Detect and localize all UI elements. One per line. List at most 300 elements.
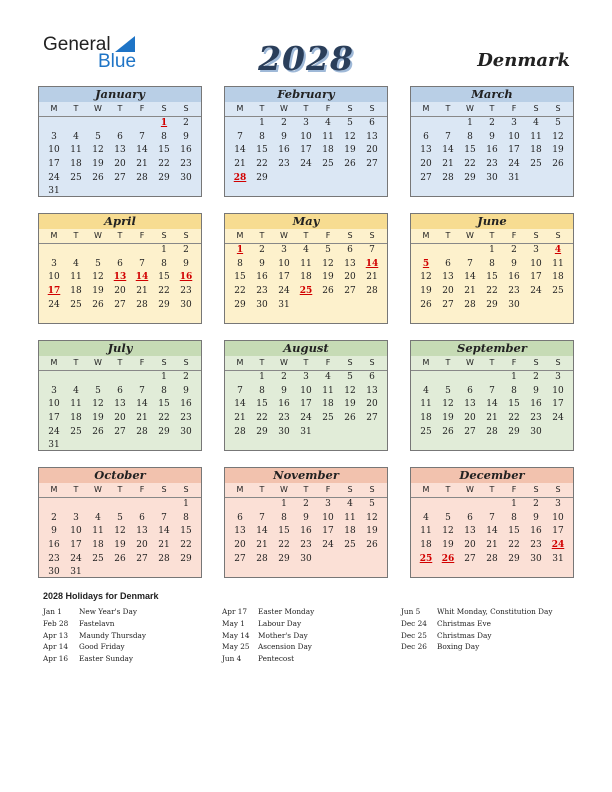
day-cell: 7 <box>445 131 451 142</box>
weekday-label: T <box>117 358 123 367</box>
weekday-label: W <box>280 485 288 494</box>
day-cell: 14 <box>486 399 498 410</box>
day-cell: 14 <box>234 145 246 156</box>
month-may <box>224 213 388 324</box>
weekday-header <box>225 229 387 244</box>
weekday-header <box>225 102 387 117</box>
holiday-date: Dec 26 <box>401 642 427 652</box>
logo-text-general: General <box>43 34 111 55</box>
empty-cell <box>459 371 481 385</box>
empty-cell <box>459 498 481 512</box>
day-cell: 11 <box>420 526 432 537</box>
month-title: May <box>225 214 387 229</box>
day-cell: 13 <box>234 526 246 537</box>
holiday-item <box>222 630 314 642</box>
day-cell: 21 <box>136 413 148 424</box>
day-cell: 10 <box>530 258 542 269</box>
day-cell: 24 <box>48 299 60 310</box>
day-cell: 17 <box>300 145 312 156</box>
holiday-name: Maundy Thursday <box>79 630 146 640</box>
day-cell: 6 <box>237 512 243 523</box>
weekday-label: F <box>325 485 331 494</box>
day-cell: 25 <box>70 299 82 310</box>
day-cell: 20 <box>366 145 378 156</box>
weekday-label: S <box>347 485 353 494</box>
day-cell: 13 <box>344 258 356 269</box>
month-october <box>38 467 202 578</box>
day-grid <box>43 117 197 199</box>
day-cell: 5 <box>95 258 101 269</box>
empty-cell <box>65 117 87 131</box>
day-cell: 30 <box>530 553 542 564</box>
weekday-header <box>225 356 387 371</box>
weekday-header <box>411 102 573 117</box>
empty-cell <box>131 371 153 385</box>
day-cell: 4 <box>325 372 331 382</box>
holiday-name: Easter Sunday <box>79 654 134 664</box>
month-december <box>410 467 574 578</box>
day-cell: 2 <box>489 118 495 128</box>
weekday-header <box>411 229 573 244</box>
day-cell: 6 <box>117 131 123 142</box>
holiday-name: Pentecost <box>258 654 295 664</box>
empty-cell <box>65 371 87 385</box>
day-cell: 8 <box>489 258 495 269</box>
day-cell: 27 <box>442 299 454 310</box>
weekday-label: M <box>236 231 244 240</box>
weekday-label: F <box>139 231 145 240</box>
day-cell: 27 <box>344 286 356 297</box>
empty-cell <box>109 498 131 512</box>
day-cell: 9 <box>51 526 57 537</box>
day-cell: 26 <box>92 426 104 437</box>
month-title: October <box>39 468 201 483</box>
day-cell: 21 <box>486 413 498 424</box>
day-cell: 9 <box>533 512 539 523</box>
day-cell: 8 <box>281 512 287 523</box>
weekday-label: W <box>94 104 102 113</box>
day-cell: 8 <box>511 385 517 396</box>
holiday-date: Apr 13 <box>43 630 69 640</box>
logo-text-blue: Blue <box>98 51 137 72</box>
day-cell: 25 <box>70 172 82 183</box>
weekday-label: F <box>511 358 517 367</box>
day-cell: 12 <box>92 145 104 156</box>
day-cell: 27 <box>234 553 246 564</box>
day-cell: 1 <box>489 245 495 255</box>
day-cell: 14 <box>234 399 246 410</box>
weekday-label: M <box>236 358 244 367</box>
holiday-name: Labour Day <box>258 618 302 628</box>
day-cell: 11 <box>530 131 542 142</box>
holiday-column <box>43 606 146 665</box>
day-cell: 16 <box>180 145 192 156</box>
weekday-label: W <box>466 485 474 494</box>
holiday-day-cell: 28 <box>233 172 247 183</box>
day-cell: 3 <box>555 499 561 509</box>
empty-cell <box>437 498 459 512</box>
day-cell: 25 <box>420 426 432 437</box>
holiday-item <box>222 653 314 665</box>
day-grid <box>415 117 569 185</box>
country-title: Denmark <box>477 50 570 71</box>
day-cell: 26 <box>114 553 126 564</box>
day-cell: 19 <box>92 286 104 297</box>
day-cell: 5 <box>445 385 451 396</box>
empty-cell <box>131 498 153 512</box>
weekday-label: S <box>183 485 189 494</box>
day-cell: 24 <box>48 426 60 437</box>
empty-cell <box>437 244 459 258</box>
weekday-label: M <box>50 104 58 113</box>
day-cell: 23 <box>278 159 290 170</box>
day-cell: 12 <box>366 512 378 523</box>
month-title: April <box>39 214 201 229</box>
day-cell: 24 <box>552 413 564 424</box>
day-cell: 30 <box>530 426 542 437</box>
holiday-name: Mother's Day <box>258 630 308 640</box>
holidays-title: 2028 Holidays for Denmark <box>43 591 159 601</box>
day-cell: 8 <box>467 131 473 142</box>
day-cell: 19 <box>344 145 356 156</box>
month-august <box>224 340 388 451</box>
day-cell: 11 <box>92 526 104 537</box>
empty-cell <box>65 244 87 258</box>
day-grid <box>229 371 383 439</box>
day-cell: 30 <box>180 299 192 310</box>
day-cell: 2 <box>303 499 309 509</box>
day-cell: 11 <box>300 258 312 269</box>
month-title: August <box>225 341 387 356</box>
weekday-label: S <box>533 358 539 367</box>
day-cell: 9 <box>489 131 495 142</box>
day-cell: 12 <box>442 399 454 410</box>
day-cell: 22 <box>486 286 498 297</box>
day-cell: 14 <box>442 145 454 156</box>
weekday-label: T <box>303 485 309 494</box>
day-cell: 20 <box>114 159 126 170</box>
day-cell: 4 <box>325 118 331 128</box>
day-cell: 13 <box>464 399 476 410</box>
holiday-day-cell: 17 <box>47 286 61 297</box>
day-cell: 9 <box>183 258 189 269</box>
day-cell: 30 <box>180 426 192 437</box>
day-cell: 14 <box>136 145 148 156</box>
day-cell: 15 <box>158 399 170 410</box>
weekday-label: W <box>280 231 288 240</box>
weekday-label: T <box>303 104 309 113</box>
day-cell: 11 <box>420 399 432 410</box>
weekday-label: F <box>325 231 331 240</box>
month-september <box>410 340 574 451</box>
month-title: December <box>411 468 573 483</box>
holiday-day-cell: 24 <box>551 540 565 551</box>
day-cell: 13 <box>366 131 378 142</box>
holiday-name: Good Friday <box>79 642 125 652</box>
day-cell: 18 <box>300 272 312 283</box>
day-cell: 20 <box>136 540 148 551</box>
day-cell: 9 <box>183 131 189 142</box>
day-cell: 31 <box>70 567 82 578</box>
day-cell: 15 <box>278 526 290 537</box>
weekday-label: F <box>325 104 331 113</box>
day-cell: 1 <box>183 499 189 509</box>
day-cell: 19 <box>114 540 126 551</box>
day-cell: 24 <box>508 159 520 170</box>
day-cell: 20 <box>344 272 356 283</box>
day-cell: 17 <box>70 540 82 551</box>
holiday-day-cell: 13 <box>113 272 127 283</box>
day-cell: 10 <box>552 385 564 396</box>
day-cell: 26 <box>344 159 356 170</box>
day-cell: 23 <box>180 286 192 297</box>
day-cell: 3 <box>73 512 79 523</box>
weekday-label: W <box>94 485 102 494</box>
day-cell: 3 <box>303 372 309 382</box>
day-cell: 29 <box>158 426 170 437</box>
day-cell: 25 <box>552 286 564 297</box>
weekday-label: S <box>369 485 375 494</box>
weekday-label: T <box>73 485 79 494</box>
day-cell: 15 <box>256 145 268 156</box>
day-cell: 11 <box>70 272 82 283</box>
weekday-label: T <box>259 231 265 240</box>
day-cell: 20 <box>464 413 476 424</box>
month-title: February <box>225 87 387 102</box>
weekday-label: M <box>50 485 58 494</box>
month-november <box>224 467 388 578</box>
weekday-label: T <box>117 104 123 113</box>
empty-cell <box>87 371 109 385</box>
weekday-label: F <box>139 358 145 367</box>
day-cell: 30 <box>48 567 60 578</box>
day-cell: 22 <box>158 159 170 170</box>
month-title: July <box>39 341 201 356</box>
day-cell: 16 <box>486 145 498 156</box>
day-cell: 17 <box>552 399 564 410</box>
weekday-label: S <box>555 231 561 240</box>
day-cell: 29 <box>234 299 246 310</box>
day-cell: 12 <box>344 385 356 396</box>
day-cell: 2 <box>183 372 189 382</box>
day-cell: 18 <box>420 540 432 551</box>
day-cell: 23 <box>486 159 498 170</box>
weekday-label: T <box>445 358 451 367</box>
day-cell: 23 <box>278 413 290 424</box>
day-cell: 20 <box>114 413 126 424</box>
holiday-day-cell: 14 <box>135 272 149 283</box>
day-cell: 2 <box>51 512 57 523</box>
empty-cell <box>437 117 459 131</box>
day-cell: 18 <box>70 286 82 297</box>
day-cell: 9 <box>183 385 189 396</box>
weekday-label: M <box>422 231 430 240</box>
empty-cell <box>415 371 437 385</box>
day-cell: 29 <box>158 299 170 310</box>
day-cell: 19 <box>92 159 104 170</box>
day-cell: 28 <box>366 286 378 297</box>
empty-cell <box>415 244 437 258</box>
weekday-label: S <box>533 485 539 494</box>
day-cell: 14 <box>256 526 268 537</box>
day-cell: 27 <box>366 159 378 170</box>
empty-cell <box>229 498 251 512</box>
day-cell: 29 <box>464 172 476 183</box>
day-cell: 10 <box>278 258 290 269</box>
day-cell: 27 <box>114 172 126 183</box>
day-cell: 6 <box>423 131 429 142</box>
weekday-label: M <box>422 485 430 494</box>
day-cell: 5 <box>555 118 561 128</box>
holiday-date: Dec 25 <box>401 630 427 640</box>
day-cell: 1 <box>511 499 517 509</box>
day-cell: 14 <box>486 526 498 537</box>
empty-cell <box>109 244 131 258</box>
day-cell: 17 <box>48 413 60 424</box>
day-cell: 4 <box>73 258 79 269</box>
day-cell: 1 <box>161 245 167 255</box>
holiday-item <box>401 630 552 642</box>
holiday-date: Jun 5 <box>401 607 421 616</box>
month-march <box>410 86 574 197</box>
day-cell: 28 <box>136 299 148 310</box>
holiday-item <box>43 618 146 630</box>
day-cell: 31 <box>300 426 312 437</box>
holiday-date: Feb 28 <box>43 618 69 628</box>
day-cell: 1 <box>259 118 265 128</box>
day-cell: 11 <box>70 145 82 156</box>
holiday-name: Christmas Day <box>437 630 492 640</box>
day-cell: 27 <box>114 426 126 437</box>
day-cell: 9 <box>511 258 517 269</box>
day-cell: 8 <box>161 385 167 396</box>
holiday-day-cell: 25 <box>299 286 313 297</box>
day-cell: 12 <box>420 272 432 283</box>
day-cell: 2 <box>183 118 189 128</box>
day-cell: 8 <box>259 385 265 396</box>
day-cell: 13 <box>366 385 378 396</box>
weekday-label: T <box>303 231 309 240</box>
day-cell: 22 <box>256 159 268 170</box>
day-cell: 25 <box>92 553 104 564</box>
day-cell: 9 <box>533 385 539 396</box>
empty-cell <box>65 498 87 512</box>
day-cell: 5 <box>95 131 101 142</box>
weekday-label: S <box>555 485 561 494</box>
holiday-date: May 25 <box>222 642 250 652</box>
day-cell: 20 <box>442 286 454 297</box>
holiday-item <box>43 630 146 642</box>
day-cell: 16 <box>508 272 520 283</box>
empty-cell <box>481 371 503 385</box>
weekday-label: S <box>183 358 189 367</box>
empty-cell <box>481 498 503 512</box>
day-cell: 29 <box>180 553 192 564</box>
day-cell: 13 <box>442 272 454 283</box>
holiday-name: Ascension Day <box>258 642 312 652</box>
weekday-header <box>39 356 201 371</box>
day-cell: 6 <box>117 258 123 269</box>
day-cell: 2 <box>259 245 265 255</box>
day-cell: 18 <box>322 145 334 156</box>
day-cell: 7 <box>467 258 473 269</box>
weekday-label: W <box>94 358 102 367</box>
month-january <box>38 86 202 197</box>
empty-cell <box>43 371 65 385</box>
day-cell: 12 <box>344 131 356 142</box>
empty-cell <box>43 244 65 258</box>
day-cell: 8 <box>183 512 189 523</box>
weekday-label: M <box>236 485 244 494</box>
day-cell: 22 <box>256 413 268 424</box>
weekday-header <box>411 483 573 498</box>
day-grid <box>415 498 569 566</box>
holiday-name: New Year's Day <box>79 607 138 616</box>
day-cell: 18 <box>322 399 334 410</box>
day-cell: 10 <box>300 131 312 142</box>
day-cell: 23 <box>180 159 192 170</box>
day-cell: 30 <box>486 172 498 183</box>
weekday-label: W <box>466 358 474 367</box>
day-cell: 23 <box>300 540 312 551</box>
day-cell: 7 <box>139 131 145 142</box>
holiday-name: Boxing Day <box>437 642 480 652</box>
day-cell: 7 <box>369 245 375 255</box>
weekday-label: T <box>73 358 79 367</box>
day-cell: 3 <box>51 131 57 142</box>
day-cell: 26 <box>344 413 356 424</box>
day-cell: 6 <box>117 385 123 396</box>
weekday-label: S <box>347 358 353 367</box>
day-cell: 28 <box>158 553 170 564</box>
day-grid <box>229 244 383 312</box>
holiday-item <box>401 618 552 630</box>
weekday-label: M <box>50 231 58 240</box>
day-cell: 17 <box>278 272 290 283</box>
day-cell: 27 <box>136 553 148 564</box>
day-cell: 18 <box>344 526 356 537</box>
day-cell: 4 <box>423 512 429 523</box>
day-cell: 30 <box>508 299 520 310</box>
holiday-item <box>401 641 552 653</box>
weekday-label: T <box>489 358 495 367</box>
day-cell: 13 <box>420 145 432 156</box>
day-cell: 18 <box>70 159 82 170</box>
holiday-date: Apr 14 <box>43 642 69 652</box>
day-cell: 8 <box>511 512 517 523</box>
day-cell: 18 <box>552 272 564 283</box>
day-cell: 19 <box>366 526 378 537</box>
day-cell: 1 <box>161 372 167 382</box>
day-cell: 28 <box>136 426 148 437</box>
day-cell: 1 <box>511 372 517 382</box>
day-cell: 9 <box>281 131 287 142</box>
day-cell: 10 <box>48 272 60 283</box>
day-cell: 3 <box>511 118 517 128</box>
day-cell: 17 <box>552 526 564 537</box>
day-cell: 11 <box>344 512 356 523</box>
holiday-date: Jun 4 <box>222 654 242 664</box>
day-cell: 31 <box>278 299 290 310</box>
day-cell: 3 <box>51 258 57 269</box>
weekday-label: S <box>347 231 353 240</box>
weekday-label: F <box>139 485 145 494</box>
day-cell: 26 <box>322 286 334 297</box>
day-cell: 19 <box>92 413 104 424</box>
holiday-day-cell: 25 <box>419 553 433 564</box>
year-title: 2028 <box>258 39 354 78</box>
day-cell: 14 <box>158 526 170 537</box>
